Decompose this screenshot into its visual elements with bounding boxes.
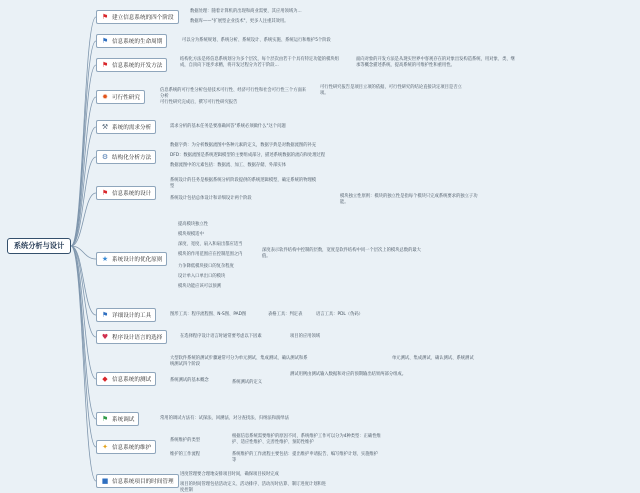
branch-label: 信息系统的生命周期: [112, 39, 163, 45]
note: 项目的时间管理包括活动定义、活动排序、活动历时估算、制订进度计划和进度控制: [180, 482, 327, 493]
branch-label: 程序设计语言的选择: [112, 335, 163, 341]
branch-testing[interactable]: [96, 372, 156, 386]
branch-label: 信息系统的测试: [112, 377, 152, 383]
branch-structured[interactable]: [96, 150, 156, 164]
note: 可行性研究完成后，撰写可行性研究报告: [160, 100, 238, 105]
flag-red-icon: [101, 189, 109, 197]
branch-language[interactable]: [96, 330, 167, 344]
note: 在选择程序设计语言时通常要考虑以下因素: [180, 334, 262, 339]
list-item: 力争降低模块接口的复杂程度: [178, 264, 234, 269]
note: 系统设计包括总体设计和详细设计两个阶段: [170, 196, 252, 201]
note: DFD：数据流图是系统逻辑模型的主要组成部分，描述系统数据的流向和处理过程: [170, 153, 326, 158]
branch-maintenance[interactable]: [96, 440, 156, 454]
branch-dev-methods[interactable]: [96, 58, 167, 72]
note: 图形工具：程序流程图、N-S图、PAD图: [170, 312, 247, 317]
note: 测试用例由测试输入数据和对应的预期输出结果两部分组成。: [290, 372, 407, 377]
branch-optimization[interactable]: [96, 252, 167, 266]
note: 系统设计的任务是根据系统分析阶段提供的系统逻辑模型，确定系统的物理模型: [170, 178, 317, 189]
branch-label: 系统调试: [112, 417, 135, 423]
note: 深度表示软件结构中控制的层数，宽度是软件结构中同一个层次上的模块总数的最大值。: [262, 248, 421, 259]
branch-label: 信息系统的开发方法: [112, 63, 163, 69]
heart-icon: [101, 333, 109, 341]
branch-label: 建立信息系统的四个阶段: [112, 15, 174, 21]
flag-red-icon: [101, 13, 109, 21]
note: 系统测试的定义: [232, 380, 263, 385]
note: 面向对象的开发方法是从现实世界中客观存在的对象出发构造系统，用对象、类、继承等概念描述系统，提高系统的可维护性和重用性。: [356, 57, 515, 68]
note: 单元测试、集成测试、确认测试、系统测试: [392, 356, 474, 361]
fire-icon: [101, 93, 109, 101]
note: 可以分为系统规划、系统分析、系统设计、系统实施、系统运行和维护5个阶段: [182, 38, 331, 43]
note: 进度管理要合理地安排项目时间，确保项目按时完成: [180, 472, 279, 477]
gear-icon: [101, 153, 109, 161]
list-item: 模块规模适中: [178, 232, 204, 237]
branch-label: 信息系统项目的时间管理: [112, 479, 174, 485]
note: 大型软件系统的测试步骤通常可分为单元测试、集成测试、确认测试和系统测试四个阶段: [170, 356, 308, 367]
root-topic[interactable]: 系统分析与设计: [7, 238, 71, 254]
list-item: 模块的作用范围应在控制范围之内: [178, 252, 243, 257]
list-item: 提高模块独立性: [178, 222, 209, 227]
note: 维护的工作流程: [170, 452, 201, 457]
tools-icon: [101, 123, 109, 131]
note: 系统维护的工作流程主要包括：提出维护申请报告、编写维护计划、实施维护等: [232, 452, 379, 463]
star-icon: [101, 255, 109, 263]
branch-label: 系统设计的优化原则: [112, 257, 163, 263]
note: 数据处理：随着计算机的出现和商业需要，其应用领域为…: [190, 9, 302, 14]
list-item: 深度、宽度、扇入和扇出都应适当: [178, 242, 243, 247]
connector-line: [71, 246, 96, 447]
branch-label: 信息系统的维护: [112, 445, 152, 451]
note: 表格工具：判定表: [268, 312, 303, 317]
connector-line: [71, 246, 96, 419]
note: 项目的应用领域: [290, 334, 321, 339]
connector-line: [71, 246, 96, 337]
flag-red-icon: [101, 61, 109, 69]
connector-line: [71, 97, 96, 246]
branch-label: 信息系统的设计: [112, 191, 152, 197]
branch-time-mgmt[interactable]: [96, 474, 179, 488]
branch-debugging[interactable]: [96, 412, 139, 426]
branch-design[interactable]: [96, 186, 156, 200]
bolt-icon: [101, 443, 109, 451]
flag-blue-icon: [101, 311, 109, 319]
note: 数据库——"扩展型企业技术"，更多人注重其效用。: [190, 19, 289, 24]
note: 信息系统的可行性分析包括技术可行性、经济可行性和社会可行性三个方面来分析: [160, 88, 307, 99]
note: 系统维护的类型: [170, 438, 201, 443]
note: 结构化方法是将信息系统划分为多个层次，每个层次由若干个具有特定功能的模块组成，自顶向下逐步求精，将开发过程分为若干阶段…: [180, 57, 339, 68]
flag-blue-icon: [101, 37, 109, 45]
branch-requirements[interactable]: [96, 120, 156, 134]
branch-label: 可行性研究: [112, 95, 140, 101]
branch-lifecycle[interactable]: [96, 34, 167, 48]
note: 常用的调试方法有：试探法、回溯法、对分查找法、归纳法和演绎法: [160, 416, 289, 421]
note: 系统测试的基本概念: [170, 378, 209, 383]
branch-detail-tools[interactable]: [96, 308, 156, 322]
branch-label: 详细设计的工具: [112, 313, 152, 319]
note: 模块独立性原则：模块的独立性是指每个模块只完成系统要求的独立子功能。: [340, 194, 478, 205]
note: 数据流图中的元素包括：数据流、加工、数据存储、外部实体: [170, 163, 287, 168]
connector-line: [71, 246, 96, 315]
note: 需求分析的基本任务是要准确回答"系统必须做什么"这个问题: [170, 124, 286, 129]
branch-lines: [71, 17, 96, 481]
list-item: 设计单入口单出口的模块: [178, 274, 226, 279]
book-icon: [101, 477, 109, 485]
list-item: 模块功能应该可以预测: [178, 284, 221, 289]
note: 数据字典：为分析数据流图中各种元素的定义，数据字典是对数据流图的补充: [170, 143, 317, 148]
note: 可行性研究报告是项目立项的依据，可行性研究的结论直接决定项目是否立项。: [320, 85, 462, 96]
branch-feasibility[interactable]: [96, 90, 145, 104]
branch-4-stages[interactable]: [96, 10, 179, 24]
branch-label: 结构化分析方法: [112, 155, 152, 161]
flag-green-icon: [101, 415, 109, 423]
note: 根据信息系统需要维护的原因不同，系统维护工作可以分为4种类型：正确性维护、适应性维护、完善性维护、预防性维护: [232, 434, 381, 445]
note: 语言工具：PDL（伪码）: [316, 312, 363, 317]
pin-icon: [101, 375, 109, 383]
branch-label: 系统的需求分析: [112, 125, 152, 131]
